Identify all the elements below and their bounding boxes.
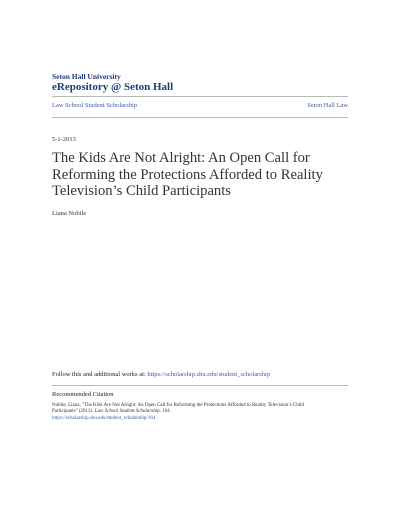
publication-date: 5-1-2013 xyxy=(52,136,76,143)
citation-url-link[interactable]: https://scholarship.shu.edu/student_scholarship/164 xyxy=(52,415,156,421)
divider-nav xyxy=(52,117,348,118)
school-link[interactable]: Seton Hall Law xyxy=(307,102,348,109)
title-line: Reforming the Protections Afforded to Reality xyxy=(52,166,323,183)
follow-line xyxy=(52,372,270,379)
title-line: The Kids Are Not Alright: An Open Call for xyxy=(52,150,310,166)
citation-line-1: Nobile, Liana, "The Kids Are Not Alright: An Open Call for Reforming the Protections Afforded to Reality Television’s Child xyxy=(52,403,305,408)
divider-top xyxy=(52,96,348,97)
repository-link[interactable]: eRepository @ Seton Hall xyxy=(52,81,174,93)
paper-title xyxy=(52,150,352,200)
institution-name: Seton Hall University xyxy=(52,72,121,81)
divider-citation xyxy=(52,385,348,386)
citation-prefix: Participants" (2013). xyxy=(52,409,95,415)
follow-link[interactable]: https://scholarship.shu.edu/student_scholarship xyxy=(147,371,271,378)
collection-link[interactable]: Law School Student Scholarship xyxy=(52,102,138,109)
recommended-citation-heading: Recommended Citation xyxy=(52,391,114,398)
citation-suffix: . 164. xyxy=(159,409,171,415)
citation-series: Law School Student Scholarship xyxy=(94,409,160,415)
follow-text: Follow this and additional works at: xyxy=(52,371,148,378)
author-name: Liana Nobile xyxy=(52,210,87,217)
title-line: Television’s Child Participants xyxy=(52,183,231,199)
citation-block xyxy=(52,403,348,422)
